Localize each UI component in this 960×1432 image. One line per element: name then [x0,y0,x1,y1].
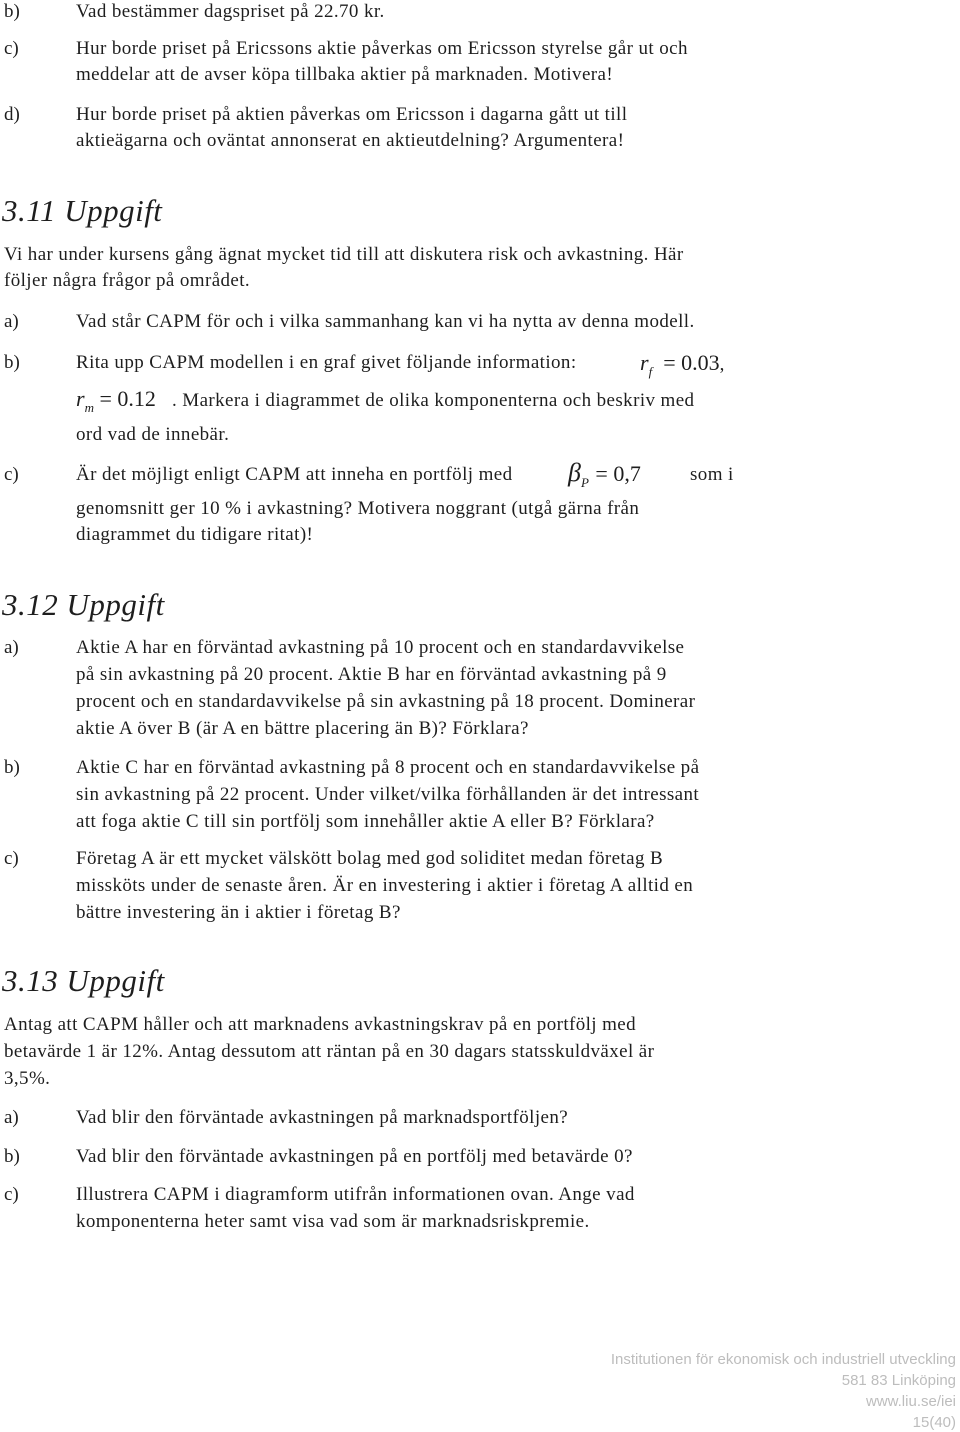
item-text: på sin avkastning på 20 procent. Aktie B har en förväntad avkastning på 9 [76,664,667,685]
item-text: Aktie A har en förväntad avkastning på 10 procent och en standardavvikelse [76,637,685,658]
item-text: ord vad de innebär. [76,424,230,445]
item-text: Illustrera CAPM i diagramform utifrån informationen ovan. Ange vad [76,1184,635,1205]
beta-symbol: β [568,458,581,487]
beta-equals: = 0,7 [595,461,641,486]
item-label: a) [4,311,19,332]
beta-formula [568,460,641,490]
item-label: b) [4,1,20,22]
item-text: Hur borde priset på aktien påverkas om Ericsson i dagarna gått ut till [76,104,628,125]
item-text: Vad blir den förväntade avkastningen på marknadsportföljen? [76,1107,569,1128]
item-label: c) [4,848,19,869]
footer-website: www.liu.se/iei [865,1393,956,1410]
item-text: Rita upp CAPM modellen i en graf givet följande information: [76,352,577,373]
item-text: Vad bestämmer dagspriset på 22.70 kr. [76,1,385,22]
item-text: . Markera i diagrammet de olika komponenterna och beskriv med [172,390,695,411]
section-heading: 3.12 Uppgift [2,587,165,622]
item-text: aktieägarna och oväntat annonserat en aktieutdelning? Argumentera! [76,130,625,151]
rm-equals: = 0.12 [99,386,156,411]
item-text: genomsnitt ger 10 % i avkastning? Motivera noggrant (utgå gärna från [76,498,640,519]
section-heading: 3.11 Uppgift [2,193,163,228]
item-text: aktie A över B (är A en bättre placering än B)? Förklara? [76,718,529,739]
item-label: b) [4,757,20,778]
item-text: Hur borde priset på Ericssons aktie påverkas om Ericsson styrelse går ut och [76,38,688,59]
item-text: att foga aktie C till sin portfölj som innehåller aktie A eller B? Förklara? [76,811,655,832]
item-label: b) [4,1146,20,1167]
item-text: missköts under de senaste åren. Är en investering i aktier i företag A alltid en [76,875,694,896]
intro-text: Vi har under kursens gång ägnat mycket tid till att diskutera risk och avkastning. Här [4,244,684,265]
item-text: Aktie C har en förväntad avkastning på 8 procent och en standardavvikelse på [76,757,700,778]
rm-subscript: m [84,400,94,415]
rf-comma: , [719,354,725,375]
section-heading: 3.13 Uppgift [2,963,165,998]
item-text: sin avkastning på 22 procent. Under vilket/vilka förhållanden är det intressant [76,784,700,805]
item-label: c) [4,464,19,485]
intro-text: Antag att CAPM håller och att marknadens avkastningskrav på en portfölj med [4,1014,637,1035]
item-text: Är det möjligt enligt CAPM att inneha en portfölj med [76,464,513,485]
rf-formula [640,350,724,379]
rf-subscript: f [648,364,653,379]
item-text: som i [690,464,734,485]
item-text: komponenterna heter samt visa vad som är marknadsriskpremie. [76,1211,590,1232]
intro-text: betavärde 1 är 12%. Antag dessutom att räntan på en 30 dagars statsskuldväxel är [4,1041,655,1062]
item-text: procent och en standardavvikelse på sin avkastning på 18 procent. Dominerar [76,691,696,712]
intro-text: 3,5%. [4,1068,51,1089]
intro-text: följer några frågor på området. [4,270,251,291]
item-text: bättre investering än i aktier i företag B? [76,902,401,923]
item-label: d) [4,104,20,125]
footer-address: 581 83 Linköping [841,1372,956,1389]
item-label: a) [4,637,19,658]
item-text: Vad står CAPM för och i vilka sammanhang kan vi ha nytta av denna modell. [76,311,695,332]
rf-variable: r [640,350,649,375]
footer-institution: Institutionen för ekonomisk och industriell utveckling [610,1351,956,1368]
item-label: c) [4,38,19,59]
item-text: diagrammet du tidigare ritat)! [76,524,314,545]
item-text: Vad blir den förväntade avkastningen på en portfölj med betavärde 0? [76,1146,633,1167]
rm-variable: r [76,386,85,411]
item-text: meddelar att de avser köpa tillbaka aktier på marknaden. Motivera! [76,64,614,85]
beta-subscript: P [580,475,589,490]
rf-equals: = 0.03 [663,350,720,375]
item-label: c) [4,1184,19,1205]
item-text: Företag A är ett mycket välskött bolag med god soliditet medan företag B [76,848,664,869]
rm-formula [76,386,156,415]
item-label: a) [4,1107,19,1128]
page-number: 15(40) [912,1414,956,1431]
item-label: b) [4,352,20,373]
